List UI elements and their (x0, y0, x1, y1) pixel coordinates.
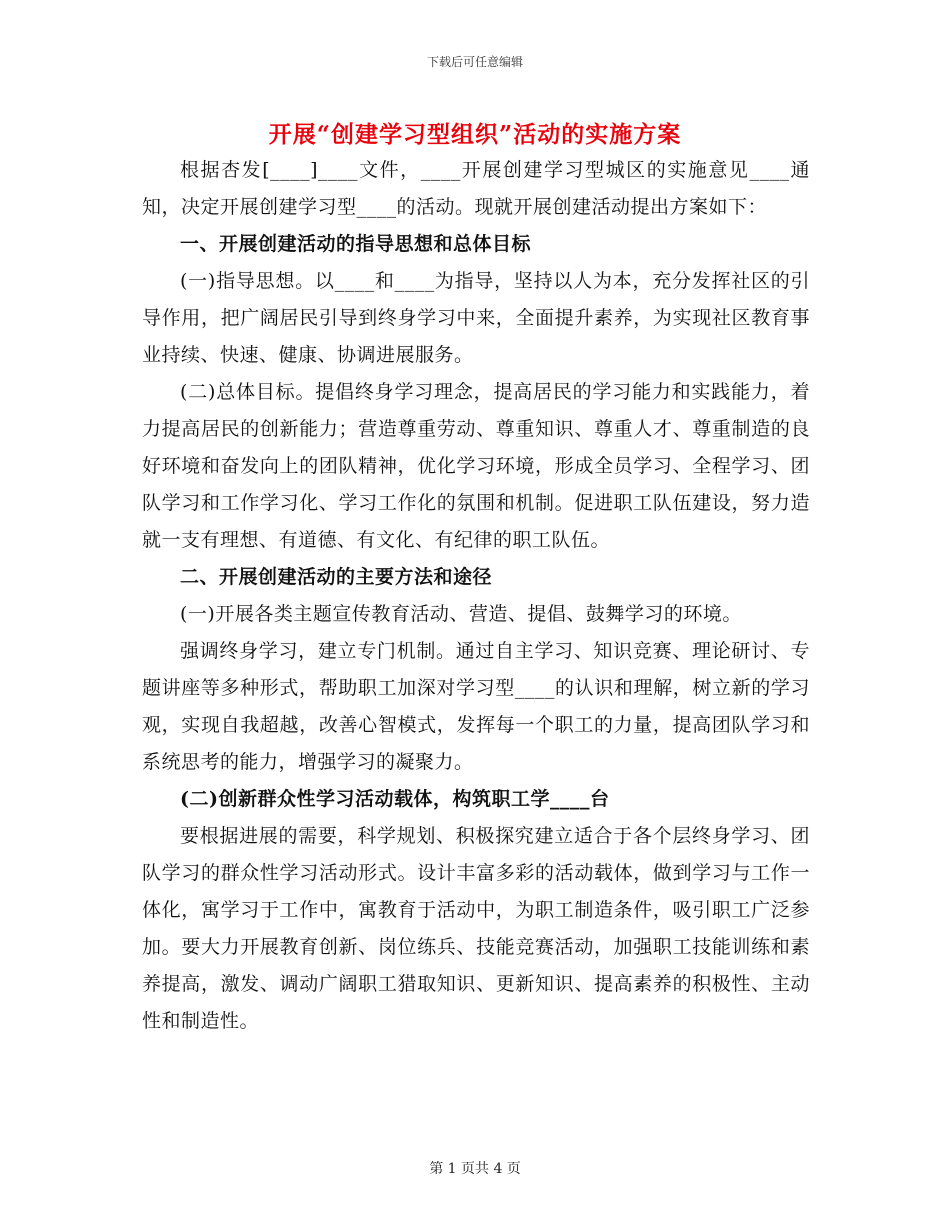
paragraph-lifelong-learning: 强调终身学习，建立专门机制。通过自主学习、知识竞赛、理论研讨、专题讲座等多种形式，帮助职工加深对学习型____的认识和理解，树立新的学习观，实现自我超越，改善心智模式，发挥每一个职工的力量，提高团队学习和系统思考的能力，增强学习的凝聚力。 (142, 640, 810, 773)
section-heading-1: 一、开展创建活动的指导思想和总体目标 (180, 233, 532, 255)
section-heading-2: 二、开展创建活动的主要方法和途径 (180, 566, 493, 588)
document-body (142, 152, 810, 1040)
subheading-themed-activities: (一)开展各类主题宣传教育活动、营造、提倡、鼓舞学习的环境。 (180, 603, 742, 625)
intro-paragraph: 根据杏发[____]____文件，____开展创建学习型城区的实施意见____通知，决定开展创建学习型____的活动。现就开展创建活动提出方案如下： (142, 159, 810, 218)
page-header: 下载后可任意编辑 (426, 55, 523, 69)
page-footer: 第 1 页共 4 页 (429, 1161, 521, 1177)
subheading-learning-carriers: (二)创新群众性学习活动载体，构筑职工学____台 (180, 788, 610, 810)
document-title: 开展“创建学习型组织”活动的实施方案 (268, 121, 682, 148)
paragraph-overall-goal: (二)总体目标。提倡终身学习理念，提高居民的学习能力和实践能力，着力提高居民的创新能力；营造尊重劳动、尊重知识、尊重人才、尊重制造的良好环境和奋发向上的团队精神，优化学习环境，形成全员学习、全程学习、团队学习和工作学习化、学习工作化的氛围和机制。促进职工队伍建设，努力造就一支有理想、有道德、有文化、有纪律的职工队伍。 (142, 381, 810, 551)
paragraph-activity-forms: 要根据进展的需要，科学规划、积极探究建立适合于各个层终身学习、团队学习的群众性学习活动形式。设计丰富多彩的活动载体，做到学习与工作一体化，寓学习于工作中，寓教育于活动中，为职工制造条件，吸引职工广泛参加。要大力开展教育创新、岗位练兵、技能竞赛活动，加强职工技能训练和素养提高，激发、调动广阔职工猎取知识、更新知识、提高素养的积极性、主动性和制造性。 (142, 825, 810, 1032)
paragraph-guiding-thought: (一)指导思想。以____和____为指导，坚持以人为本，充分发挥社区的引导作用，把广阔居民引导到终身学习中来，全面提升素养，为实现社区教育事业持续、快速、健康、协调进展服务。 (142, 270, 810, 366)
